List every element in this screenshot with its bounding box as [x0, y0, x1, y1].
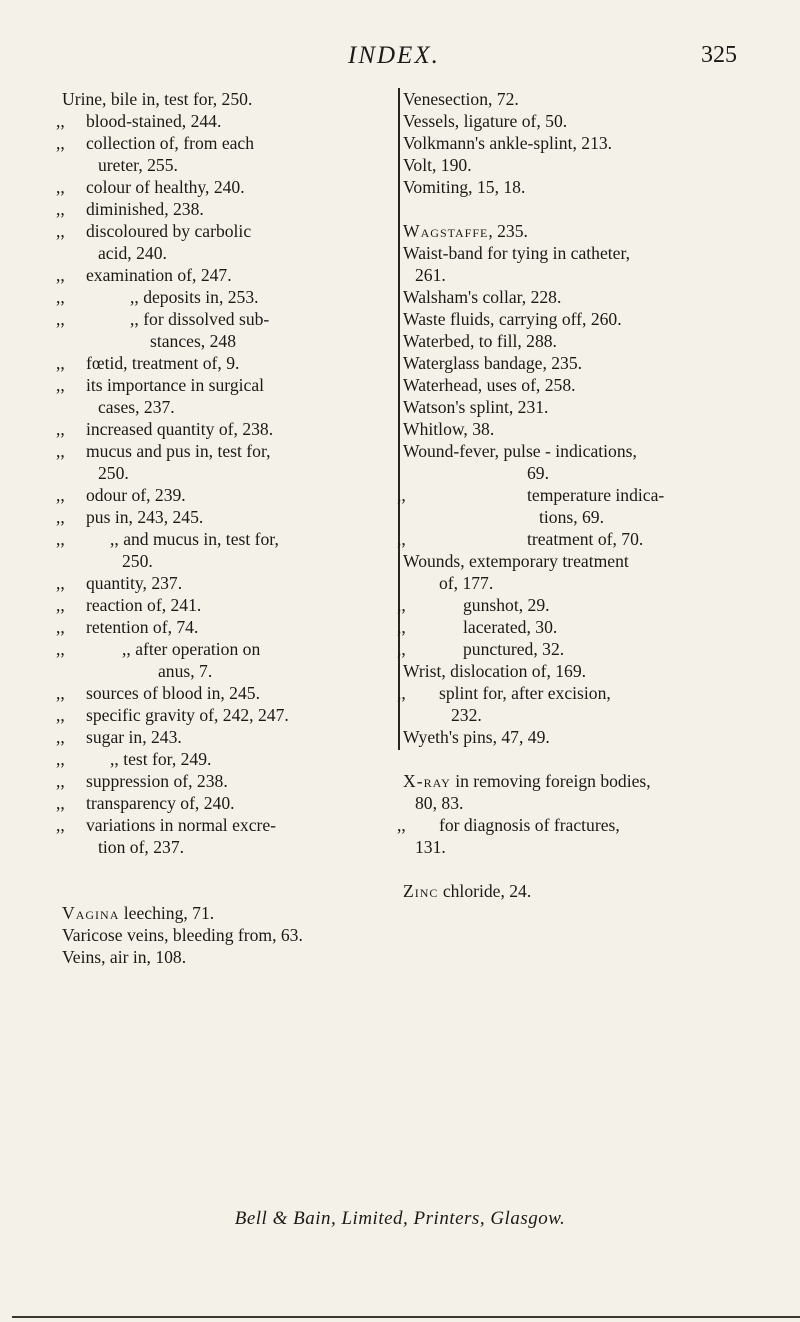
entry-text	[403, 330, 557, 352]
ditto-mark: ,,	[56, 287, 65, 307]
entry-body: Volkmann's ankle-splint, 213.	[403, 133, 613, 153]
index-entry	[397, 528, 773, 550]
index-entry	[397, 682, 773, 704]
index-entry	[56, 682, 392, 704]
entry-text	[86, 572, 182, 594]
index-entry	[403, 440, 773, 462]
entry-body: blood-stained, 244.	[86, 111, 222, 131]
entry-lead-word: Vagina	[62, 903, 120, 923]
entry-gap	[403, 748, 773, 770]
entry-text	[439, 814, 620, 836]
index-entry	[403, 220, 773, 242]
entry-body: 232.	[451, 705, 482, 725]
entry-body: Whitlow, 38.	[403, 419, 495, 439]
index-entry	[62, 550, 392, 572]
entry-lead-word: Zinc	[403, 881, 439, 901]
entry-text	[62, 902, 214, 924]
index-entry	[56, 264, 392, 286]
entry-body: treatment of, 70.	[527, 529, 644, 549]
entry-text	[403, 880, 531, 902]
entry-text	[98, 836, 184, 858]
index-entry	[403, 660, 773, 682]
entry-body: acid, 240.	[98, 243, 167, 263]
index-entry	[403, 110, 773, 132]
index-entry	[403, 418, 773, 440]
ditto-mark: ,,	[56, 595, 65, 615]
index-entry	[397, 484, 773, 506]
ditto-mark: ,,	[56, 177, 65, 197]
entry-text	[403, 286, 561, 308]
entry-body: , 235.	[488, 221, 528, 241]
entry-text	[86, 418, 273, 440]
entry-text	[86, 352, 239, 374]
entry-text	[403, 88, 519, 110]
entry-body: sugar in, 243.	[86, 727, 182, 747]
entry-body: examination of, 247.	[86, 265, 232, 285]
index-entry	[62, 242, 392, 264]
index-entry	[56, 616, 392, 638]
entry-body: 250.	[98, 463, 129, 483]
entry-text	[403, 154, 472, 176]
entry-body: gunshot, 29.	[463, 595, 550, 615]
ditto-mark: ,,	[56, 441, 65, 461]
entry-text	[439, 682, 611, 704]
entry-body: specific gravity of, 242, 247.	[86, 705, 289, 725]
entry-gap	[62, 880, 392, 902]
ditto-mark: ,,	[397, 639, 406, 659]
entry-text	[403, 726, 550, 748]
entry-text	[403, 110, 567, 132]
page-number: 325	[701, 42, 737, 68]
index-entry	[56, 484, 392, 506]
entry-body: Walsham's collar, 228.	[403, 287, 562, 307]
entry-body: retention of, 74.	[86, 617, 199, 637]
entry-text	[403, 176, 525, 198]
entry-text	[110, 748, 211, 770]
index-entry	[62, 902, 392, 924]
ditto-mark: ,,	[56, 353, 65, 373]
index-entry	[403, 308, 773, 330]
ditto-mark: ,,	[56, 419, 65, 439]
entry-text	[415, 792, 463, 814]
entry-text	[86, 374, 264, 396]
entry-body: fœtid, treatment of, 9.	[86, 353, 240, 373]
index-entry	[403, 726, 773, 748]
entry-body: in removing foreign bodies,	[450, 771, 651, 791]
entry-text	[98, 396, 175, 418]
entry-body: Waterglass bandage, 235.	[403, 353, 583, 373]
entry-gap	[403, 198, 773, 220]
index-entry	[56, 132, 392, 154]
entry-text	[527, 462, 549, 484]
entry-text	[122, 638, 260, 660]
entry-text	[86, 132, 254, 154]
entry-body: ,, for dissolved sub-	[130, 309, 270, 329]
entry-body: 131.	[415, 837, 446, 857]
index-entry	[403, 396, 773, 418]
index-entry	[56, 726, 392, 748]
entry-text	[403, 550, 629, 572]
index-entry	[62, 462, 392, 484]
ditto-mark: ,,	[56, 639, 65, 659]
entry-body: punctured, 32.	[463, 639, 565, 659]
ditto-mark: ,,	[56, 683, 65, 703]
entry-text	[86, 682, 260, 704]
index-entry	[397, 594, 773, 616]
index-entry	[62, 396, 392, 418]
entry-body: Vomiting, 15, 18.	[403, 177, 526, 197]
ditto-mark: ,,	[56, 749, 65, 769]
ditto-mark: ,,	[56, 133, 65, 153]
entry-text	[86, 704, 289, 726]
ditto-mark: ,,	[56, 309, 65, 329]
entry-text	[158, 660, 212, 682]
entry-text	[122, 550, 153, 572]
entry-body: Wound-fever, pulse - indications,	[403, 441, 637, 461]
index-entry	[397, 638, 773, 660]
index-entry	[403, 132, 773, 154]
index-entry	[62, 88, 392, 110]
ditto-mark: ,,	[397, 815, 406, 835]
index-entry	[62, 836, 392, 858]
index-entry	[403, 374, 773, 396]
entry-body: Wyeth's pins, 47, 49.	[403, 727, 550, 747]
entry-text	[403, 242, 630, 264]
entry-body: reaction of, 241.	[86, 595, 202, 615]
entry-text	[86, 484, 186, 506]
index-entry	[56, 638, 392, 660]
index-entry	[403, 572, 773, 594]
page-header	[0, 42, 800, 82]
entry-body: Waist-band for tying in catheter,	[403, 243, 631, 263]
entry-body: Waterhead, uses of, 258.	[403, 375, 576, 395]
running-head: INDEX.	[348, 42, 440, 69]
entry-text	[86, 616, 198, 638]
index-entry	[62, 330, 392, 352]
entry-text	[130, 308, 269, 330]
ditto-mark: ,,	[56, 771, 65, 791]
entry-text	[150, 330, 236, 352]
entry-text	[527, 484, 664, 506]
ditto-mark: ,,	[397, 595, 406, 615]
entry-body: Wounds, extemporary treatment	[403, 551, 629, 571]
index-entry	[56, 572, 392, 594]
index-entry	[56, 792, 392, 814]
index-column-left	[56, 88, 392, 968]
entry-text	[86, 198, 204, 220]
entry-body: Watson's splint, 231.	[403, 397, 549, 417]
entry-body: 250.	[122, 551, 153, 571]
index-entry	[403, 330, 773, 352]
ditto-mark: ,,	[56, 507, 65, 527]
index-entry	[403, 286, 773, 308]
entry-body: 261.	[415, 265, 446, 285]
index-entry	[403, 770, 773, 792]
ditto-mark: ,,	[56, 221, 65, 241]
entry-body: Waterbed, to fill, 288.	[403, 331, 557, 351]
index-entry	[403, 154, 773, 176]
entry-body: Vessels, ligature of, 50.	[403, 111, 568, 131]
entry-body: Volt, 190.	[403, 155, 472, 175]
entry-body: ureter, 255.	[98, 155, 178, 175]
index-entry	[403, 836, 773, 858]
entry-text	[62, 924, 303, 946]
entry-text	[86, 770, 228, 792]
index-entry	[62, 946, 392, 968]
entry-body: ,, test for, 249.	[110, 749, 212, 769]
entry-body: leeching, 71.	[119, 903, 215, 923]
ditto-mark: ,,	[56, 793, 65, 813]
ditto-mark: ,,	[56, 727, 65, 747]
entry-body: temperature indica-	[527, 485, 665, 505]
index-entry	[56, 418, 392, 440]
entry-body: ,, after operation on	[122, 639, 261, 659]
index-entry	[56, 220, 392, 242]
index-entry	[403, 242, 773, 264]
index-column-right	[397, 88, 773, 902]
index-entry	[56, 770, 392, 792]
page-edge	[12, 1316, 800, 1318]
ditto-mark: ,,	[56, 573, 65, 593]
entry-text	[403, 352, 582, 374]
entry-gap	[62, 858, 392, 880]
index-entry	[403, 264, 773, 286]
entry-text	[86, 726, 182, 748]
entry-text	[403, 220, 528, 242]
index-entry	[403, 550, 773, 572]
index-entry	[62, 154, 392, 176]
entry-body: lacerated, 30.	[463, 617, 558, 637]
index-entry	[56, 528, 392, 550]
index-entry	[56, 704, 392, 726]
entry-body: Venesection, 72.	[403, 89, 519, 109]
entry-body: Waste fluids, carrying off, 260.	[403, 309, 622, 329]
entry-text	[86, 792, 235, 814]
entry-text	[86, 176, 245, 198]
entry-text	[62, 88, 252, 110]
entry-text	[86, 440, 271, 462]
entry-body: suppression of, 238.	[86, 771, 228, 791]
entry-text	[403, 440, 637, 462]
index-entry	[62, 924, 392, 946]
ditto-mark: ,,	[56, 265, 65, 285]
entry-body: 80, 83.	[415, 793, 464, 813]
entry-lead-word: X-ray	[403, 771, 451, 791]
entry-body: discoloured by carbolic	[86, 221, 252, 241]
entry-text	[463, 594, 550, 616]
index-entry	[56, 176, 392, 198]
index-entry	[403, 352, 773, 374]
entry-body: tions, 69.	[539, 507, 605, 527]
entry-body: transparency of, 240.	[86, 793, 235, 813]
index-entry	[56, 110, 392, 132]
index-entry	[403, 506, 773, 528]
ditto-mark: ,,	[56, 529, 65, 549]
ditto-mark: ,,	[397, 529, 406, 549]
entry-text	[463, 638, 564, 660]
entry-text	[403, 396, 548, 418]
entry-body: splint for, after excision,	[439, 683, 611, 703]
index-entry	[397, 616, 773, 638]
entry-body: anus, 7.	[158, 661, 213, 681]
entry-body: Varicose veins, bleeding from, 63.	[62, 925, 303, 945]
entry-text	[415, 836, 446, 858]
entry-text	[403, 418, 494, 440]
ditto-mark: ,,	[397, 683, 406, 703]
entry-body: increased quantity of, 238.	[86, 419, 274, 439]
printer-imprint: Bell & Bain, Limited, Printers, Glasgow.	[234, 1208, 566, 1229]
index-entry	[403, 88, 773, 110]
ditto-mark: ,,	[56, 617, 65, 637]
entry-body: pus in, 243, 245.	[86, 507, 204, 527]
entry-body: of, 177.	[439, 573, 494, 593]
ditto-mark: ,,	[56, 705, 65, 725]
index-entry	[56, 814, 392, 836]
index-entry	[56, 352, 392, 374]
entry-lead-word: Wagstaffe	[403, 221, 489, 241]
entry-body: mucus and pus in, test for,	[86, 441, 271, 461]
entry-text	[86, 110, 221, 132]
entry-text	[439, 572, 493, 594]
entry-body: sources of blood in, 245.	[86, 683, 260, 703]
entry-body: tion of, 237.	[98, 837, 185, 857]
entry-text	[86, 814, 276, 836]
entry-body: ,, deposits in, 253.	[130, 287, 259, 307]
entry-body: diminished, 238.	[86, 199, 204, 219]
entry-text	[527, 528, 643, 550]
entry-body: colour of healthy, 240.	[86, 177, 245, 197]
index-entry	[403, 176, 773, 198]
entry-text	[110, 528, 279, 550]
entry-body: odour of, 239.	[86, 485, 186, 505]
entry-body: collection of, from each	[86, 133, 255, 153]
ditto-mark: ,,	[56, 485, 65, 505]
index-entry	[56, 506, 392, 528]
index-entry	[56, 286, 392, 308]
ditto-mark: ,,	[397, 617, 406, 637]
entry-text	[98, 242, 167, 264]
index-entry	[56, 198, 392, 220]
entry-body: ,, and mucus in, test for,	[110, 529, 279, 549]
index-entry	[56, 374, 392, 396]
entry-text	[98, 462, 129, 484]
entry-text	[130, 286, 259, 308]
entry-text	[403, 770, 651, 792]
entry-text	[62, 946, 186, 968]
index-entry	[56, 594, 392, 616]
entry-body: 69.	[527, 463, 549, 483]
entry-text	[415, 264, 446, 286]
index-entry	[403, 880, 773, 902]
entry-text	[86, 506, 203, 528]
entry-text	[86, 264, 232, 286]
index-entry	[403, 704, 773, 726]
entry-text	[451, 704, 482, 726]
entry-body: stances, 248	[150, 331, 236, 351]
entry-body: its importance in surgical	[86, 375, 265, 395]
entry-body: cases, 237.	[98, 397, 175, 417]
entry-text	[98, 154, 178, 176]
index-entry	[62, 660, 392, 682]
entry-body: Wrist, dislocation of, 169.	[403, 661, 587, 681]
entry-text	[403, 308, 622, 330]
ditto-mark: ,,	[56, 111, 65, 131]
entry-body: for diagnosis of fractures,	[439, 815, 620, 835]
entry-body: variations in normal excre-	[86, 815, 277, 835]
entry-text	[403, 660, 586, 682]
index-entry	[403, 462, 773, 484]
entry-text	[86, 220, 251, 242]
ditto-mark: ,,	[56, 199, 65, 219]
entry-body: chloride, 24.	[438, 881, 532, 901]
ditto-mark: ,,	[56, 375, 65, 395]
index-entry	[397, 814, 773, 836]
entry-body: Urine, bile in, test for, 250.	[62, 89, 253, 109]
entry-text	[86, 594, 201, 616]
index-entry	[403, 792, 773, 814]
entry-text	[463, 616, 557, 638]
ditto-mark: ,,	[397, 485, 406, 505]
index-entry	[56, 440, 392, 462]
entry-gap	[403, 858, 773, 880]
entry-body: Veins, air in, 108.	[62, 947, 187, 967]
entry-text	[403, 374, 576, 396]
entry-text	[539, 506, 604, 528]
index-entry	[56, 308, 392, 330]
ditto-mark: ,,	[56, 815, 65, 835]
index-entry	[56, 748, 392, 770]
entry-body: quantity, 237.	[86, 573, 183, 593]
entry-text	[403, 132, 612, 154]
